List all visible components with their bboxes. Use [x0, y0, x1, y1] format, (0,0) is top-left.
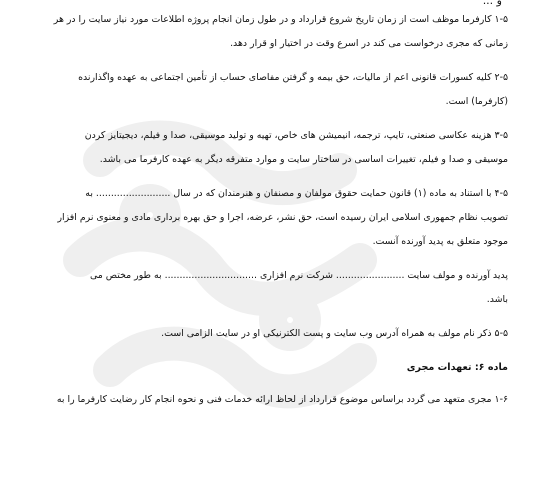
paragraph-line: (کارفرما) است.	[445, 96, 508, 107]
paragraph-line: ۳-۵ هزینه عکاسی صنعتی، تایپ، ترجمه، انیمیشن های خاص، تهیه و تولید موسیقی، صدا و فیلم، دیجیتایز کردن	[84, 130, 508, 141]
paragraph-line: ۵-۵ ذکر نام مولف به همراه آدرس وب سایت و پست الکترنیکی او در سایت الزامی است.	[161, 328, 508, 339]
paragraph-line: ۴-۵ با استناد به ماده (۱) قانون حمایت حقوق مولفان و مصنفان و هنرمندان که در سال ......................... به	[85, 188, 508, 199]
paragraph-line: تصویب نظام جمهوری اسلامی ایران رسیده است، حق نشر، عرضه، اجرا و حق بهره برداری مادی و معنوی نرم افزار	[57, 212, 508, 223]
paragraph-line: ۱-۵ کارفرما موظف است از زمان تاریخ شروع قرارداد و در طول زمان انجام پروژه اطلاعات مورد نیاز سایت را در هر	[53, 14, 508, 25]
paragraph-5-5	[24, 322, 508, 346]
paragraph-line: زمانی که مجری درخواست می کند در اسرع وقت در اختیار او قرار دهد.	[230, 38, 508, 49]
paragraph-5-2	[24, 66, 508, 114]
paragraph-line: پدید آورنده و مولف سایت ....................... شرکت نرم افزاری ............................... به طور مختص می	[89, 270, 508, 281]
paragraph-line: ۲-۵ کلیه کسورات قانونی اعم از مالیات، حق بیمه و گرفتن مفاصای حساب از تأمین اجتماعی به عهده واگذارنده	[78, 72, 508, 83]
section-heading-article-6: ماده ۶: تعهدات مجری	[406, 362, 508, 373]
paragraph-6-1	[24, 388, 508, 412]
paragraph-line: موجود متعلق به پدید آورنده آنست.	[372, 236, 508, 247]
paragraph-line: ۱-۶ مجری متعهد می گردد براساس موضوع قرارداد از لحاظ ارائه خدمات فنی و نحوه انجام کار رضایت کارفرما را به	[56, 394, 508, 405]
paragraph-5-4-author	[24, 264, 508, 312]
paragraph-5-3	[24, 124, 508, 172]
top-fragment-text: ﻭ ...	[482, 0, 502, 7]
paragraph-line: موسیقی و صدا و فیلم، تغییرات اساسی در ساختار سایت و موارد متفرقه دیگر به عهده کارفرما می باشد.	[99, 154, 508, 165]
paragraph-line: باشد.	[486, 294, 508, 305]
paragraph-5-4	[24, 182, 508, 254]
paragraph-5-1	[24, 8, 508, 56]
